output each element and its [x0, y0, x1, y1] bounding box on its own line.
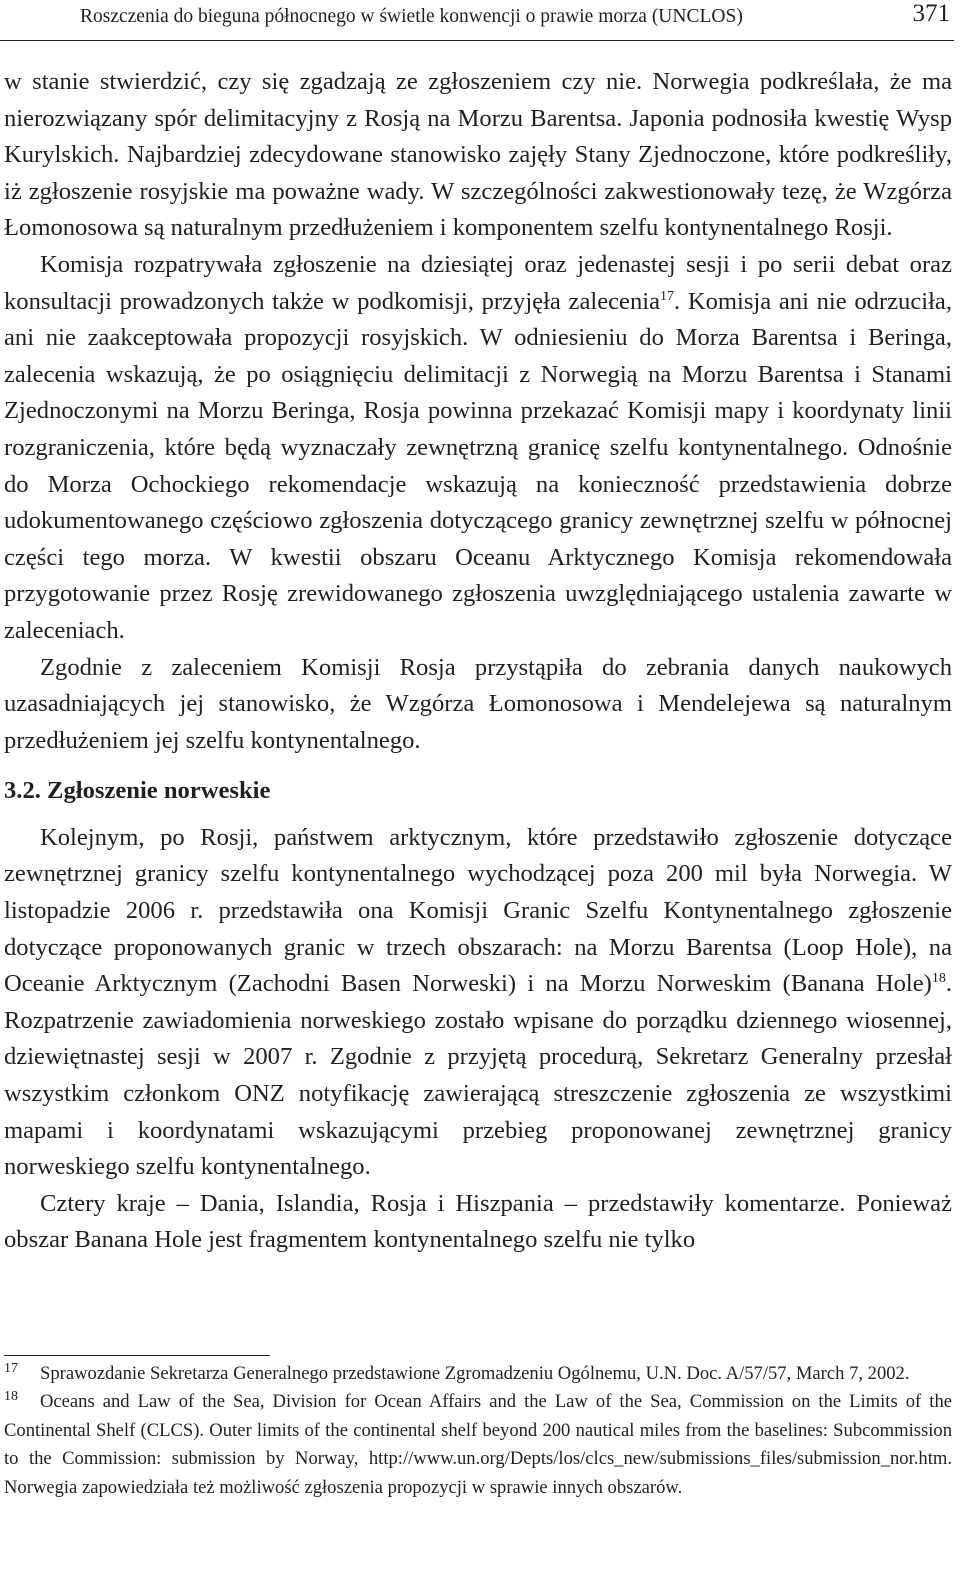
paragraph	[4, 820, 952, 1186]
running-header	[0, 0, 954, 41]
footnotes	[4, 1355, 952, 1502]
main-text	[4, 64, 952, 1259]
footnote-17	[4, 1360, 952, 1388]
page-number: 371	[912, 0, 950, 27]
paragraph-text: Kolejnym, po Rosji, państwem arktycznym, które przedstawiło zgłoszenie dotyczące zewnętrznej granicy szelfu kontynentalnego wychodzącej poza 200 mil była Norwegia. W listopadzie 2006 r. przedstawiła ona Komisji Granic Szelfu Kontynentalnego zgłoszenie dotyczące proponowanych granic w trzech obszarach: na Morzu Barentsa (Loop Hole), na Oceanie Arktycznym (Zachodni Basen Norweski) i na Morzu Norweskim (Banana Hole)	[4, 823, 952, 998]
paragraph	[4, 247, 952, 650]
footnote-ref-17[interactable]: 17	[660, 288, 674, 304]
paragraph-text: Cztery kraje – Dania, Islandia, Rosja i Hiszpania – przedstawiły komentarze. Ponieważ obszar Banana Hole jest fragmentem kontynentalnego szelfu nie tylko	[4, 1189, 952, 1254]
paragraph-text: . Komisja ani nie odrzuciła, ani nie zaakceptowała propozycji rosyjskich. W odniesieniu do Morza Barentsa i Beringa, zalecenia wskazują, że po osiągnięciu delimitacji z Norwegią na Morzu Barentsa i Stanami Zjednoczonymi na Morzu Beringa, Rosja powinna przekazać Komisji mapy i koordynaty linii rozgraniczenia, które będą wyznaczały zewnętrzną granicę szelfu kontynentalnego. Odnośnie do Morza Ochockiego rekomendacje wskazują na konieczność przedstawienia dobrze udokumentowanego częściowo zgłoszenia dotyczącego granicy zewnętrznej szelfu w północnej części tego morza. W kwestii obszaru Oceanu Arktycznego Komisja rekomendowała przygotowanie przez Rosję zrewidowanego zgłoszenia uwzględniającego ustalenia zawarte w zaleceniach.	[4, 287, 952, 644]
footnote-number: 18	[4, 1389, 18, 1405]
footnote-text: Sprawozdanie Sekretarza Generalnego przedstawione Zgromadzeniu Ogólnemu, U.N. Doc. A/57/57, March 7, 2002.	[40, 1363, 910, 1384]
paragraph-text: . Rozpatrzenie zawiadomienia norweskiego zostało wpisane do porządku dziennego wiosennej, dziewiętnastej sesji w 2007 r. Zgodnie z przyjętą procedurą, Sekretarz Generalny przesłał wszystkim członkom ONZ notyfikację zawierającą streszczenie zgłoszenia ze wszystkimi mapami i koordynatami wskazującymi przebieg proponowanej zewnętrznej granicy norweskiego szelfu kontynentalnego.	[4, 970, 952, 1181]
paragraph	[4, 64, 952, 247]
footnote-ref-18[interactable]: 18	[931, 971, 946, 987]
paragraph	[4, 1186, 952, 1259]
footnote-text: Oceans and Law of the Sea, Division for Ocean Affairs and the Law of the Sea, Commission on the Limits of the Continental Shelf (CLCS). Outer limits of the continental shelf beyond 200 nautical miles from the baselines: Subcommission to the Commission: submission by Norway, http://www.un.org/Depts/los/clcs_new/submissions_files/submission_nor.htm. Norwegia zapowiedziała też możliwość zgłoszenia propozycji w sprawie innych obszarów.	[4, 1391, 952, 1498]
footnote-number: 17	[4, 1360, 18, 1376]
section-heading: 3.2. Zgłoszenie norweskie	[4, 777, 271, 805]
paragraph	[4, 650, 952, 760]
footnote-divider	[4, 1355, 270, 1356]
paragraph-text: w stanie stwierdzić, czy się zgadzają ze zgłoszeniem czy nie. Norwegia podkreślała, że ma nierozwiązany spór delimitacyjny z Rosją na Morzu Barentsa. Japonia podnosiła kwestię Wysp Kurylskich. Najbardziej zdecydowane stanowisko zajęły Stany Zjednoczone, które podkreśliły, iż zgłoszenie rosyjskie ma poważne wady. W szczególności zakwestionowały tezę, że Wzgórza Łomonosowa są naturalnym przedłużeniem i komponentem szelfu kontynentalnego Rosji.	[4, 68, 952, 242]
footnote-18	[4, 1388, 952, 1502]
paragraph-text: Zgodnie z zaleceniem Komisji Rosja przystąpiła do zebrania danych naukowych uzasadniających jej stanowisko, że Wzgórza Łomonosowa i Mendelejewa są naturalnym przedłużeniem jej szelfu kontynentalnego.	[4, 653, 952, 754]
paragraph-text: Komisja rozpatrywała zgłoszenie na dziesiątej oraz jedenastej sesji i po serii debat oraz konsultacji prowadzonych także w podkomisji, przyjęła zalecenia	[4, 250, 952, 315]
running-title: Roszczenia do bieguna północnego w świetle konwencji o prawie morza (UNCLOS)	[80, 6, 743, 27]
